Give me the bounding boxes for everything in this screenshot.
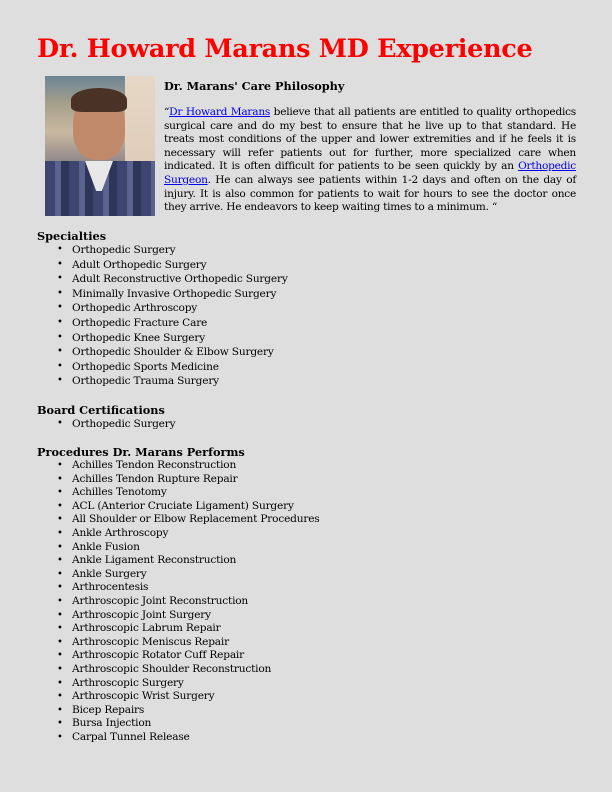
list-item-text: Ankle Ligament Reconstruction <box>72 554 237 567</box>
list-item-text: Ankle Arthroscopy <box>72 526 169 539</box>
list-item-text: Orthopedic Surgery <box>72 244 176 256</box>
list-item <box>37 568 320 582</box>
bullet-icon: • <box>57 718 63 730</box>
bullet-icon: • <box>57 555 63 567</box>
bullet-icon: • <box>57 360 63 372</box>
photo-hair <box>71 88 127 112</box>
bullet-icon: • <box>57 677 63 689</box>
list-item <box>37 243 288 258</box>
list-item-text: Achilles Tendon Rupture Repair <box>72 472 238 485</box>
list-item-text: Achilles Tendon Reconstruction <box>72 459 237 471</box>
list-item-text: Minimally Invasive Orthopedic Surgery <box>72 287 277 300</box>
list-item-text: Orthopedic Fracture Care <box>72 316 208 329</box>
list-item-text: Ankle Surgery <box>72 567 147 580</box>
list-item-text: Adult Reconstructive Orthopedic Surgery <box>72 273 288 286</box>
bullet-icon: • <box>57 500 63 512</box>
list-item-text: Orthopedic Surgery <box>72 418 176 430</box>
bullet-icon: • <box>57 582 63 594</box>
procedures-list <box>37 459 320 744</box>
list-item <box>37 500 320 514</box>
bullet-icon: • <box>57 302 63 314</box>
specialties-section <box>37 229 288 389</box>
list-item <box>37 527 320 541</box>
list-item-text: Orthopedic Arthroscopy <box>72 302 198 315</box>
list-item <box>37 272 288 287</box>
list-item <box>37 541 320 555</box>
list-item <box>37 513 320 527</box>
bullet-icon: • <box>57 623 63 635</box>
list-item-text: Arthrocentesis <box>72 581 149 594</box>
page-title: Dr. Howard Marans MD Experience <box>37 34 533 64</box>
philosophy-paragraph <box>164 106 576 215</box>
bullet-icon: • <box>57 691 63 703</box>
bullet-icon: • <box>57 418 63 429</box>
list-item <box>37 486 320 500</box>
list-item <box>37 595 320 609</box>
list-item <box>37 717 320 731</box>
list-item <box>37 731 320 745</box>
orthopedic-surgeon-link[interactable]: Orthopedic Surgeon <box>164 160 576 186</box>
list-item-text: Orthopedic Shoulder & Elbow Surgery <box>72 346 274 359</box>
list-item <box>37 704 320 718</box>
bullet-icon: • <box>57 375 63 387</box>
doctor-photo <box>45 76 155 216</box>
list-item-text: Arthroscopic Wrist Surgery <box>72 690 215 703</box>
list-item <box>37 374 288 389</box>
list-item-text: Bursa Injection <box>72 717 152 730</box>
bullet-icon: • <box>57 487 63 499</box>
list-item-text: Arthroscopic Shoulder Reconstruction <box>72 662 272 675</box>
list-item <box>37 609 320 623</box>
list-item <box>37 316 288 331</box>
procedures-section <box>37 445 320 744</box>
list-item <box>37 258 288 273</box>
list-item <box>37 677 320 691</box>
list-item-text: Orthopedic Trauma Surgery <box>72 375 219 388</box>
list-item <box>37 301 288 316</box>
bullet-icon: • <box>57 287 63 299</box>
bullet-icon: • <box>57 595 63 607</box>
list-item <box>37 417 175 432</box>
specialties-list <box>37 243 288 389</box>
procedures-heading: Procedures Dr. Marans Performs <box>37 445 245 459</box>
bullet-icon: • <box>57 244 63 255</box>
list-item <box>37 622 320 636</box>
certifications-section <box>37 403 175 432</box>
list-item <box>37 581 320 595</box>
list-item <box>37 663 320 677</box>
list-item <box>37 636 320 650</box>
list-item-text: All Shoulder or Elbow Replacement Procedures <box>72 513 320 526</box>
bullet-icon: • <box>57 731 63 743</box>
bullet-icon: • <box>57 568 63 580</box>
list-item <box>37 287 288 302</box>
philosophy-text-2: . He can always see patients within 1-2 days and often on the day of injury. It is also common for patients to wait for hours to see the doctor once they arrive. He endeavors to keep waiting times to a minimum. “ <box>164 173 576 214</box>
certifications-list <box>37 417 175 432</box>
philosophy-heading: Dr. Marans' Care Philosophy <box>164 79 345 93</box>
bullet-icon: • <box>57 663 63 675</box>
list-item-text: Bicep Repairs <box>72 703 145 716</box>
list-item <box>37 331 288 346</box>
bullet-icon: • <box>57 273 63 285</box>
bullet-icon: • <box>57 258 63 270</box>
list-item <box>37 554 320 568</box>
bullet-icon: • <box>57 316 63 328</box>
list-item-text: Arthroscopic Surgery <box>72 676 184 689</box>
doctor-name-link[interactable]: Dr Howard Marans <box>169 106 271 118</box>
list-item-text: Achilles Tenotomy <box>72 486 167 499</box>
list-item-text: Arthroscopic Labrum Repair <box>72 622 221 635</box>
list-item-text: Arthroscopic Joint Surgery <box>72 608 211 621</box>
list-item <box>37 459 320 473</box>
list-item <box>37 360 288 375</box>
list-item-text: Carpal Tunnel Release <box>72 730 190 743</box>
list-item <box>37 649 320 663</box>
bullet-icon: • <box>57 331 63 343</box>
bullet-icon: • <box>57 704 63 716</box>
list-item-text: Arthroscopic Rotator Cuff Repair <box>72 649 244 662</box>
certifications-heading: Board Certifications <box>37 403 165 417</box>
bullet-icon: • <box>57 650 63 662</box>
list-item-text: Ankle Fusion <box>72 540 140 553</box>
philosophy-text-1: believe that all patients are entitled to quality orthopedics surgical care and do my best to ensure that he live up to that standard. He treats most conditions of the upper and lower extremities and if he feels it is necessary will refer patients out for further, more specialized care when indicated. It is often difficult for patients to be seen quickly by an <box>164 106 576 173</box>
bullet-icon: • <box>57 460 63 471</box>
open-quote: “ <box>164 106 170 118</box>
bullet-icon: • <box>57 541 63 553</box>
list-item <box>37 345 288 360</box>
list-item-text: Orthopedic Sports Medicine <box>72 360 219 373</box>
list-item-text: Arthroscopic Joint Reconstruction <box>72 594 249 607</box>
list-item-text: Arthroscopic Meniscus Repair <box>72 635 229 648</box>
bullet-icon: • <box>57 473 63 485</box>
bullet-icon: • <box>57 527 63 539</box>
list-item <box>37 473 320 487</box>
list-item-text: ACL (Anterior Cruciate Ligament) Surgery <box>72 499 294 512</box>
bullet-icon: • <box>57 609 63 621</box>
list-item <box>37 690 320 704</box>
bullet-icon: • <box>57 636 63 648</box>
list-item-text: Orthopedic Knee Surgery <box>72 331 206 344</box>
bullet-icon: • <box>57 514 63 526</box>
specialties-heading: Specialties <box>37 229 107 243</box>
bullet-icon: • <box>57 346 63 358</box>
list-item-text: Adult Orthopedic Surgery <box>72 258 207 271</box>
